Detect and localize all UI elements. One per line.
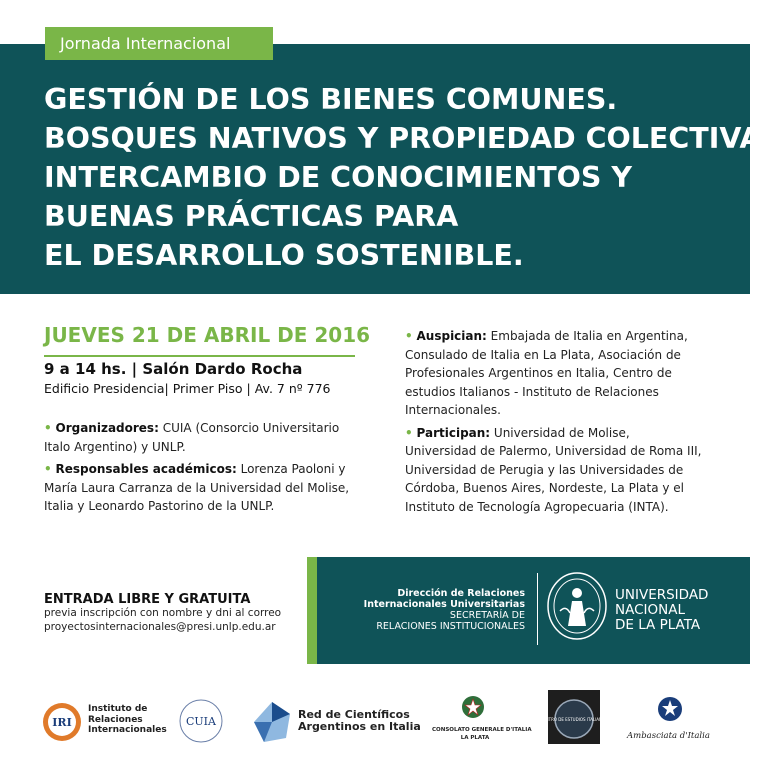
sponsors-label: Auspician: [416,329,487,343]
academics-paragraph [44,460,364,516]
iri-line: Relaciones [88,714,143,725]
unlp-line: NACIONAL [615,602,685,618]
iri-line: Internacionales [88,725,167,735]
italy-emblem-icon [460,694,486,720]
participants-text: Universidad de Palermo, Universidad de Roma III, [405,444,702,458]
cei-text: CENTRO DE ESTUDIOS ITALIANOS [540,717,608,722]
event-time-venue: 9 a 14 hs. | Salón Dardo Rocha [44,360,303,378]
sponsors-text: Embajada de Italia en Argentina, [490,329,688,343]
entry-info [44,592,281,634]
organizers-label: Organizadores: [55,421,159,435]
organizers-text: CUIA (Consorcio Universitario [162,421,340,435]
sponsors-text: Consulado de Italia en La Plata, Asociación de [405,347,681,362]
academics-label: Responsables académicos: [55,462,237,476]
dir-line: Internacionales Universitarias [363,599,525,610]
sponsors-text: Profesionales Argentinos en Italia, Centro de [405,366,672,380]
sponsors-text: Internacionales. [405,403,501,417]
consulate-line: LA PLATA [460,735,490,741]
title-line: BOSQUES NATIVOS Y PROPIEDAD COLECTIVA. [44,122,773,155]
sponsors-paragraph [405,327,725,420]
title-line: BUENAS PRÁCTICAS PARA [44,200,459,233]
sec-line: RELACIONES INSTITUCIONALES [376,621,525,632]
academics-text: Italia y Leonardo Pastorino de la UNLP. [44,499,275,513]
event-title [44,80,773,275]
consulate-line: CONSOLATO GENERALE D'ITALIA [432,727,532,733]
academics-text: María Laura Carranza de la Universidad del Molise, [44,480,350,495]
organizers-paragraph [44,419,364,456]
red-line: Argentinos en Italia [298,720,421,733]
participants-label: Participan: [416,425,491,440]
iri-text [88,704,167,736]
sponsor-logos [0,690,750,750]
bullet: • [44,462,52,476]
event-date: JUEVES 21 DE ABRIL DE 2016 [44,323,371,347]
unlp-line: DE LA PLATA [615,617,701,633]
event-address: Edificio Presidencia| Primer Piso | Av. 7 nº 776 [44,381,331,396]
sponsors-text: estudios Italianos - Instituto de Relaciones [405,384,659,399]
participants-text: Universidad de Perugia y las Universidades de [405,462,684,477]
participants-paragraph [405,424,725,517]
iri-line: Instituto de [88,704,148,714]
organizers-text: Italo Argentino) y UNLP. [44,439,186,454]
entry-email: proyectosinternacionales@presi.unlp.edu.ar [44,620,276,633]
band-accent [307,557,317,664]
participants-text: Córdoba, Buenos Aires, Nordeste, La Plata y el [405,481,685,495]
sec-line: SECRETARÍA DE [449,610,525,621]
bullet: • [405,329,413,343]
academics-text: Lorenza Paoloni y [240,462,346,476]
organizers-section [44,419,364,520]
entry-title: ENTRADA LIBRE Y GRATUITA [44,592,251,607]
participants-text: Instituto de Tecnología Agropecuaria (INTA). [405,499,669,514]
department-text [340,588,525,632]
bullet: • [44,421,52,435]
cuia-logo-icon [178,698,224,744]
event-type-tag: Jornada Internacional [45,27,273,60]
band-divider [537,573,538,645]
unlp-seal-icon [546,571,608,641]
embassy-emblem-icon [654,694,686,724]
consulate-text [432,726,532,742]
embassy-text: Ambasciata d'Italia [627,731,710,741]
title-line: EL DESARROLLO SOSTENIBLE. [44,239,524,272]
title-line: INTERCAMBIO DE CONOCIMIENTOS Y [44,161,632,194]
red-line: Red de Científicos [298,708,410,721]
unlp-line: UNIVERSIDAD [615,587,709,603]
title-line: GESTIÓN DE LOS BIENES COMUNES. [44,83,618,116]
red-text [298,709,421,733]
entry-instructions: previa inscripción con nombre y dni al correo [44,607,282,619]
iri-mark: IRI [52,716,72,729]
date-underline [44,355,355,357]
unlp-name [615,588,708,633]
cei-logo-icon [540,690,608,744]
sponsors-section [405,327,725,520]
participants-text: Universidad de Molise, [493,425,630,440]
dir-line: Dirección de Relaciones [397,588,525,599]
red-cientificos-logo-icon [252,700,292,744]
bullet: • [405,425,413,440]
cuia-mark: CUIA [186,715,216,728]
iri-logo-icon [42,702,82,742]
